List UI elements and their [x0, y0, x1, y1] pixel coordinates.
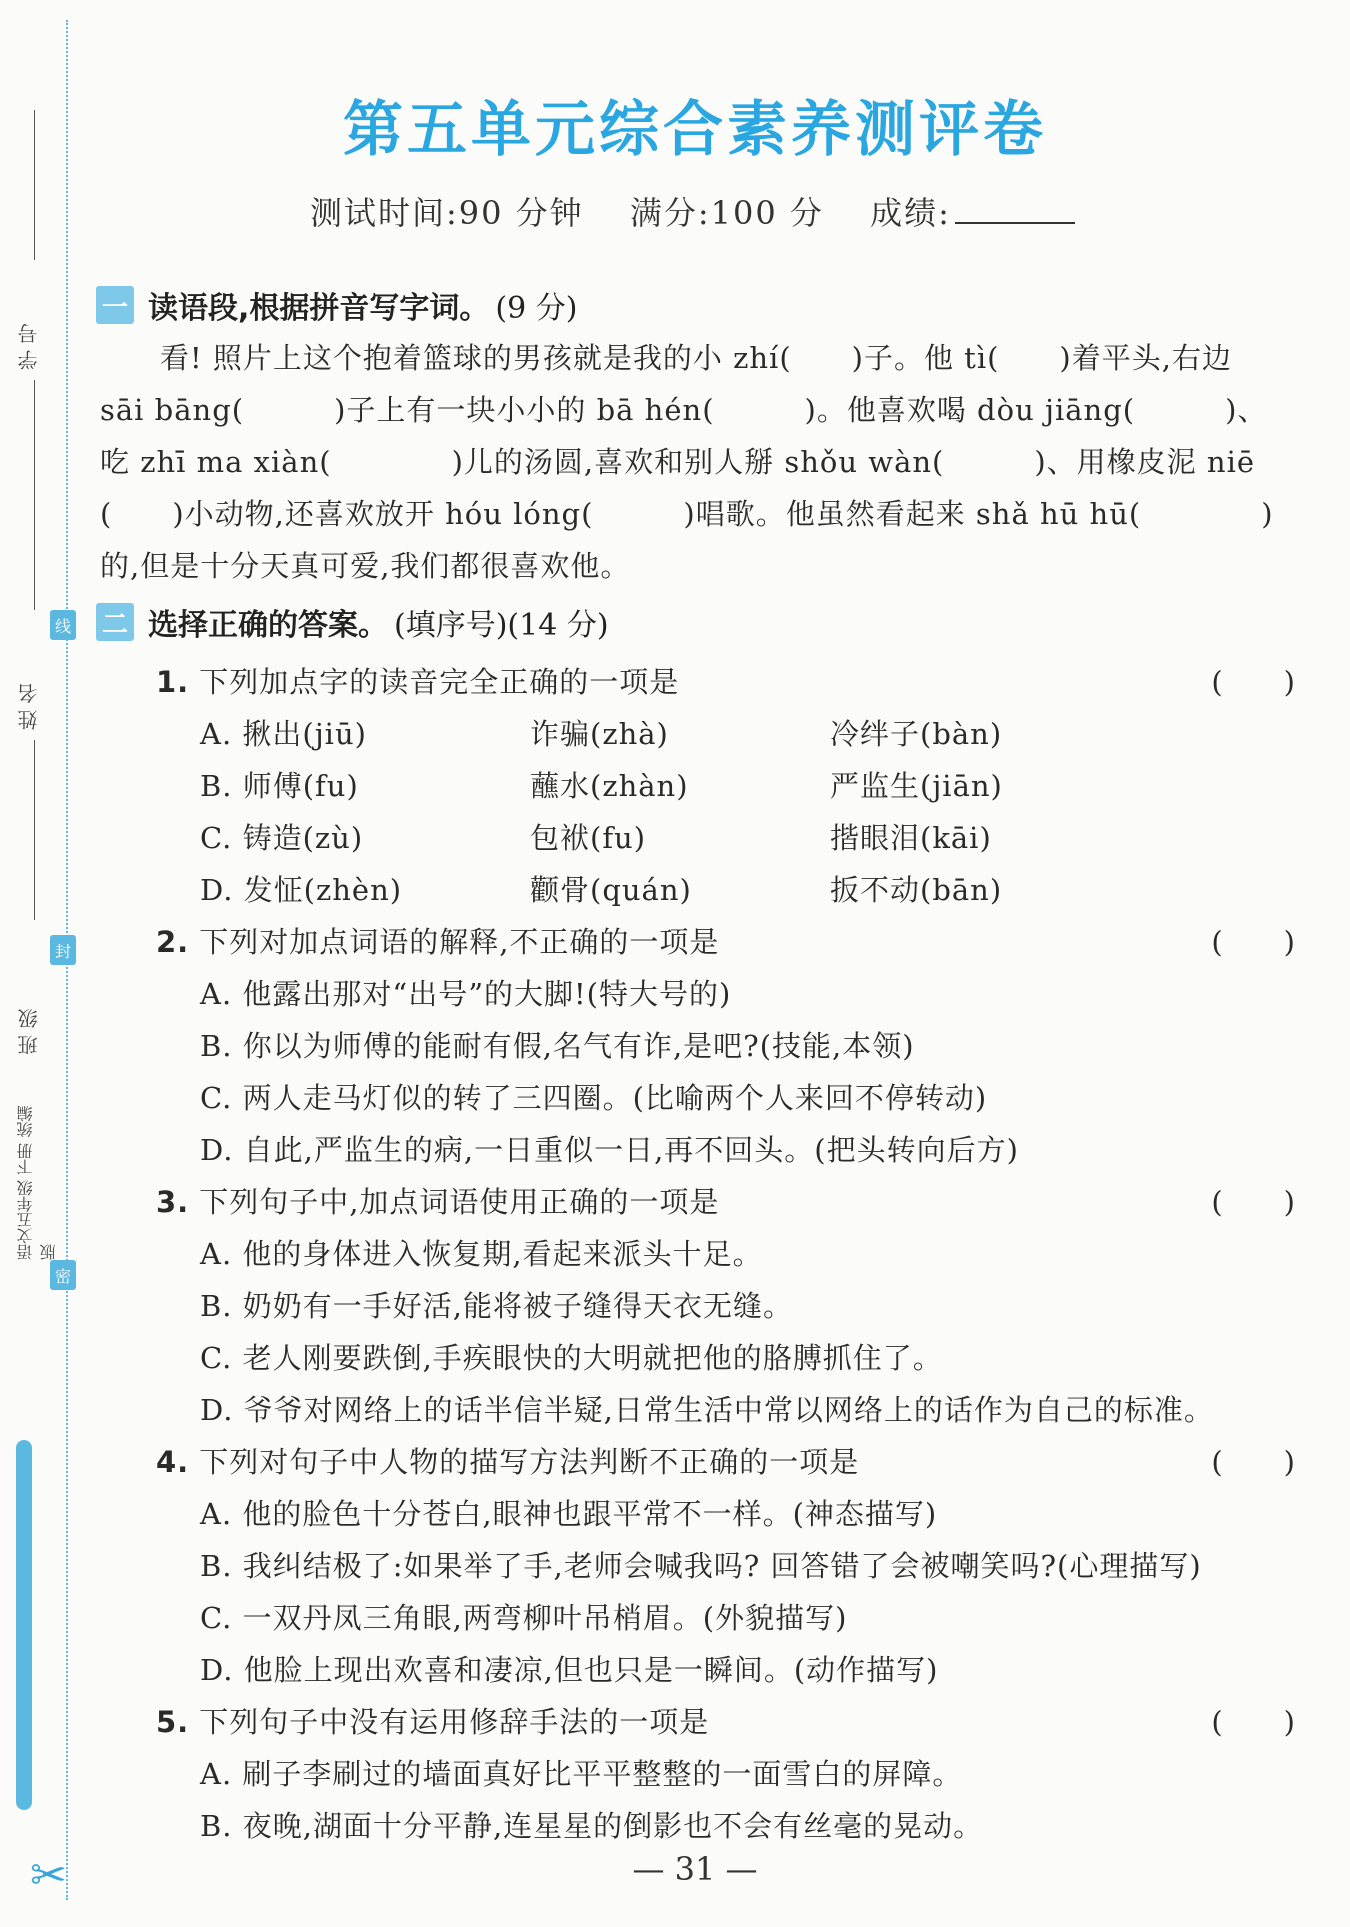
- passage-line: sāi bāng( )子上有一块小小的 bā hén( )。他喜欢喝 dòu jiāng( )、: [100, 393, 1268, 427]
- margin-label-id: 学 号: [17, 323, 41, 370]
- question-number: 1.: [156, 665, 190, 699]
- margin-label-class: 班 级: [17, 1008, 41, 1055]
- option: A. 他露出那对“出号”的大脚!(特大号的): [200, 977, 732, 1011]
- question-5: [156, 1700, 1296, 1741]
- option: D. 爷爷对网络上的话半信半疑,日常生活中常以网络上的话作为自己的标准。: [200, 1393, 1214, 1427]
- option: C. 两人走马灯似的转了三四圈。(比喻两个人来回不停转动): [200, 1081, 988, 1115]
- section-number: 一: [96, 286, 134, 324]
- question-stem: 下列句子中没有运用修辞手法的一项是: [199, 1705, 710, 1739]
- answer-paren[interactable]: ( ): [1211, 1445, 1296, 1479]
- option-cell: D. 发怔(zhèn): [200, 873, 403, 907]
- option: D. 自此,严监生的病,一日重似一日,再不回头。(把头转向后方): [200, 1133, 1019, 1167]
- option-cell: 严监生(jiān): [830, 769, 1003, 803]
- option-cell: 扳不动(bān): [830, 873, 1003, 907]
- answer-paren[interactable]: ( ): [1211, 1705, 1296, 1739]
- question-stem: 下列对加点词语的解释,不正确的一项是: [199, 925, 720, 959]
- margin-tag-secret: 密: [50, 1260, 76, 1290]
- option-cell: A. 揪出(jiū): [200, 717, 367, 751]
- question-stem: 下列加点字的读音完全正确的一项是: [199, 665, 680, 699]
- question-4: [156, 1440, 1296, 1481]
- section-title: 选择正确的答案。: [148, 608, 388, 643]
- question-1: [156, 660, 1296, 701]
- question-stem: 下列句子中,加点词语使用正确的一项是: [199, 1185, 720, 1219]
- question-number: 5.: [156, 1705, 190, 1739]
- option: A. 他的身体进入恢复期,看起来派头十足。: [200, 1237, 763, 1271]
- option: D. 他脸上现出欢喜和凄凉,但也只是一瞬间。(动作描写): [200, 1653, 939, 1687]
- scissors-icon: ✂: [30, 1850, 67, 1901]
- section-number: 二: [96, 603, 134, 641]
- score-label: 成绩:: [870, 194, 1109, 232]
- answer-paren[interactable]: ( ): [1211, 665, 1296, 699]
- option: A. 他的脸色十分苍白,眼神也跟平常不一样。(神态描写): [200, 1497, 938, 1531]
- passage-line: 的,但是十分天真可爱,我们都很喜欢他。: [100, 549, 631, 583]
- option-cell: 冷绊子(bàn): [830, 717, 1003, 751]
- section-1-heading: [96, 283, 577, 327]
- margin-blank-line: [34, 380, 35, 610]
- question-number: 4.: [156, 1445, 190, 1479]
- option-cell: 包袱(fu): [530, 821, 647, 855]
- question-2: [156, 920, 1296, 961]
- answer-paren[interactable]: ( ): [1211, 1185, 1296, 1219]
- test-time: 测试时间:90 分钟: [310, 194, 584, 232]
- answer-paren[interactable]: ( ): [1211, 925, 1296, 959]
- margin-color-bar: [16, 1440, 32, 1810]
- margin-label-book: 语文五年级 下册 统编版: [16, 1105, 58, 1260]
- page-number: — 31 —: [632, 1850, 758, 1888]
- option-cell: 诈骗(zhà): [530, 717, 669, 751]
- passage-line: ( )小动物,还喜欢放开 hóu lóng( )唱歌。他虽然看起来 shǎ hū hū( ): [100, 497, 1274, 531]
- question-3: [156, 1180, 1296, 1221]
- question-number: 3.: [156, 1185, 190, 1219]
- margin-tag-line: 线: [50, 610, 76, 640]
- option-cell: 揩眼泪(kāi): [830, 821, 992, 855]
- margin-blank-line: [34, 740, 35, 920]
- score-blank[interactable]: [955, 222, 1075, 224]
- margin-tag-seal: 封: [50, 935, 76, 965]
- option: A. 刷子李刷过的墙面真好比平平整整的一面雪白的屏障。: [200, 1757, 963, 1791]
- option: B. 奶奶有一手好活,能将被子缝得天衣无缝。: [200, 1289, 793, 1323]
- margin-label-name: 姓 名: [17, 683, 41, 730]
- option-cell: 颧骨(quán): [530, 873, 692, 907]
- page-title: 第五单元综合素养测评卷: [343, 95, 1047, 165]
- option-cell: B. 师傅(fu): [200, 769, 359, 803]
- option: C. 一双丹凤三角眼,两弯柳叶吊梢眉。(外貌描写): [200, 1601, 848, 1635]
- passage-line: 看! 照片上这个抱着篮球的男孩就是我的小 zhí( )子。他 tì( )着平头,右边: [160, 341, 1232, 375]
- option-cell: 蘸水(zhàn): [530, 769, 689, 803]
- full-score: 满分:100 分: [629, 194, 824, 232]
- option-cell: C. 铸造(zù): [200, 821, 364, 855]
- option: B. 你以为师傅的能耐有假,名气有诈,是吧?(技能,本领): [200, 1029, 915, 1063]
- option: C. 老人刚要跌倒,手疾眼快的大明就把他的胳膊抓住了。: [200, 1341, 943, 1375]
- section-points: (9 分): [495, 291, 578, 326]
- option: B. 我纠结极了:如果举了手,老师会喊我吗? 回答错了会被嘲笑吗?(心理描写): [200, 1549, 1202, 1583]
- section-1-passage: [100, 332, 1300, 592]
- section-points: (填序号)(14 分): [394, 608, 609, 643]
- section-2-heading: [96, 600, 609, 644]
- section-title: 读语段,根据拼音写字词。: [148, 291, 490, 326]
- option: B. 夜晚,湖面十分平静,连星星的倒影也不会有丝毫的晃动。: [200, 1809, 984, 1843]
- question-number: 2.: [156, 925, 190, 959]
- passage-line: 吃 zhī ma xiàn( )儿的汤圆,喜欢和别人掰 shǒu wàn( )、用橡皮泥 niē: [100, 445, 1256, 479]
- question-stem: 下列对句子中人物的描写方法判断不正确的一项是: [199, 1445, 860, 1479]
- exam-meta: [310, 188, 1143, 234]
